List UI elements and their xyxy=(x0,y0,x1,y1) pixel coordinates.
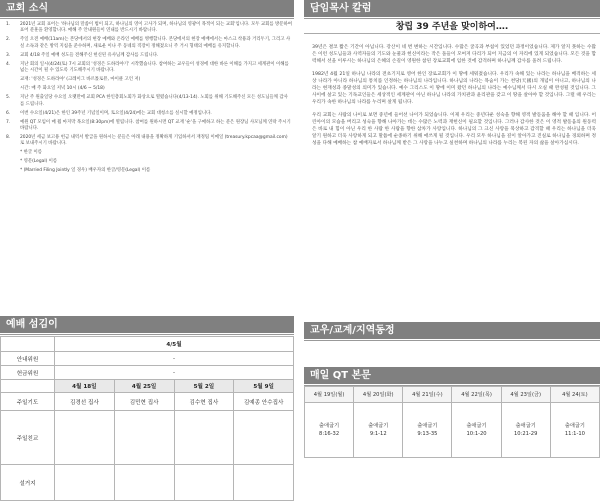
ushers-prayer-cell: 김수현 집사 xyxy=(174,393,234,411)
ushers-prayer-label: 주일기도 xyxy=(1,393,55,411)
ushers-dates-row xyxy=(1,380,294,393)
ushers-table xyxy=(0,336,294,501)
ushers-month-row xyxy=(1,337,294,352)
qt-date: 4월 21일(수) xyxy=(403,387,452,403)
ushers-date: 4월 25일 xyxy=(114,380,174,393)
qt-verses: 10:1-20 xyxy=(466,431,487,437)
qt-reading xyxy=(501,403,550,458)
notice-text: 이번 수요일(4/21)은 한인 39주년 기념일이며, 토요일(4/24)에는 교회 대청소를 실시할 예정입니다. xyxy=(20,110,212,116)
notices-header xyxy=(0,0,294,17)
notice-number: 8. xyxy=(6,135,11,141)
ushers-meal-row xyxy=(1,411,294,465)
ushers-date: 5월 2일 xyxy=(174,380,234,393)
ushers-meal-cell xyxy=(234,411,294,465)
qt-dates-row xyxy=(305,387,600,403)
ushers-dishes-label: 설거지 xyxy=(1,465,55,501)
notice-item xyxy=(6,120,292,133)
notice-text: 교회 4/18 주일 예배 성도들 전해주신 헌신된 유사님께 감사를 드립니다. xyxy=(20,52,159,58)
ushers-offering-row xyxy=(1,366,294,380)
qt-book: 출애굽기 xyxy=(319,423,340,429)
notice-text: 주일 오전 예배(11am)는 본당에서의 현장 예배와 온라인 예배를 병행합니다. 본당에서의 현장 예배에서는 마스크 착용과 거리두기, 그리고 사실 소독과 같은 방역 지침을 준수하며, 새로운 이나 주 동네의 직장이 정해졌으니 주 거시 형태의 예배를 유지합니다. xyxy=(20,37,291,49)
notice-subitem xyxy=(6,150,292,156)
qt-book: 출애굽기 xyxy=(515,423,536,429)
ushers-month: 4/5월 xyxy=(55,337,294,352)
qt-verses: 9:1-12 xyxy=(369,431,387,437)
ushers-date: 5월 9일 xyxy=(234,380,294,393)
ushers-guide-value: - xyxy=(55,352,294,366)
ushers-dishes-cell xyxy=(55,465,115,501)
column-body xyxy=(312,44,596,153)
ushers-guide-row xyxy=(1,352,294,366)
notice-number: 3. xyxy=(6,52,11,58)
qt-header xyxy=(304,367,600,384)
news-header xyxy=(304,322,600,339)
ushers-dishes-row xyxy=(1,465,294,501)
notice-subitem xyxy=(6,77,292,83)
column-title-rule xyxy=(304,33,600,34)
qt-verses: 11:1-10 xyxy=(564,431,585,437)
qt-reading xyxy=(452,403,501,458)
notice-text: * 영문(Legal) 이름 xyxy=(20,159,58,165)
column-header-label: 담임목사 칼럼 xyxy=(310,3,372,14)
ushers-date: 4월 18일 xyxy=(55,380,115,393)
ushers-dates-corner xyxy=(1,380,55,393)
qt-reading xyxy=(305,403,354,458)
qt-reading xyxy=(403,403,452,458)
ushers-offering-label: 헌금위원 xyxy=(1,366,55,380)
qt-book: 출애굽기 xyxy=(466,423,487,429)
notice-number: 2. xyxy=(6,37,11,43)
ushers-offering-value: - xyxy=(55,366,294,380)
qt-date: 4월 19일(월) xyxy=(305,387,354,403)
notice-number: 5. xyxy=(6,95,11,101)
column-title: 창립 39 주년을 맞이하여…. xyxy=(395,22,509,32)
column-header xyxy=(304,0,600,17)
notice-item xyxy=(6,95,292,108)
notice-text: 교재: '성경은 도하라야' (크레이그 바르톨로뮤, 마이클 고언 저) xyxy=(20,77,141,83)
column-paragraph: 39년은 결코 짧은 기간이 아닙니다. 강산이 네 번 변하는 시간입니다. 수많은 굴곡과 부침이 있었던 과정이었습니다. 제가 알지 못하는 수많은 이런 성도님들과 사역자들의 기도와 눈물과 헌신이라는 작은 돌들이 모여져 다리가 되어 지금의 이 자리에 있게 되었습니다. 모든 것을 합력해서 선을 이루시는 하나님의 은혜의 손길이 영원한 참된 장로교회에 임한 것에 감격하며 하나님께 감사를 올려 드립니다. xyxy=(312,45,596,64)
news-header-label: 교우/교계/지역동정 xyxy=(310,325,395,336)
notice-item xyxy=(6,53,292,59)
notice-text: 시간: 매 주 화요일 저녁 10시 (4/6 ~ 5/18) xyxy=(20,86,105,92)
notice-number: 6. xyxy=(6,110,11,116)
notice-text: * (Married Filing Jointly 일 경우) 배우자의 한글/영문(Legal) 이름 xyxy=(20,168,151,174)
ushers-prayer-cell: 김예종 안수집사 xyxy=(234,393,294,411)
notices-list xyxy=(6,22,292,177)
notice-subitem xyxy=(6,86,292,92)
notice-number: 1. xyxy=(6,22,11,27)
notice-subitem xyxy=(6,159,292,165)
qt-book: 출애굽기 xyxy=(417,423,438,429)
ushers-prayer-cell: 김민현 집사 xyxy=(114,393,174,411)
ushers-guide-label: 안내위원 xyxy=(1,352,55,366)
ushers-dishes-cell xyxy=(234,465,294,501)
notice-item xyxy=(6,111,292,117)
notice-text: * 한글 이름 xyxy=(20,150,42,156)
qt-date: 4월 23일(금) xyxy=(501,387,550,403)
ushers-header-label: 예배 섬김이 xyxy=(6,319,58,330)
qt-reading xyxy=(550,403,599,458)
qt-table xyxy=(304,386,600,458)
ushers-header xyxy=(0,316,294,333)
qt-reading xyxy=(354,403,403,458)
ushers-meal-cell xyxy=(174,411,234,465)
qt-verses: 9:13-35 xyxy=(417,431,438,437)
ushers-dishes-cell xyxy=(174,465,234,501)
notices-header-label: 교회 소식 xyxy=(6,3,49,14)
notice-text: 예원 QT 모임이 매 월 마지막 목요일(8:30pm)에 열립니다. 참여를 원하시면 QT 교재 '순'을 구매하고 하는 분은 원장님 사모님께 연락 주시기 바랍니다. xyxy=(20,119,291,132)
notice-text: 2021년 교회 표어는 '하나님의 말씀이 법이 되고, 하나님의 영이 고사가 되며, 하나님의 영광이 목적이 되는 교회'입니다. 모두 교회를 방문하여 표어 분훈을 환영합니다. 매해 주 안내원들이 연내를 반드시기 바랍니다. xyxy=(20,22,292,34)
notice-text: 지난 회의 일시(4/24(토) 7시 교회의 '성경은 도하라야기' 시작했습니다. 참여하는 교우들이 성경에 대한 바른 이해를 가지고 세계관이 이해를 넓는 시간이 될 수 있도록 기도해주시기 바랍니다. xyxy=(20,61,289,74)
ushers-dishes-cell xyxy=(114,465,174,501)
column-paragraph: 1982년 4월 21일 하나님 나라의 전초기지로 영어 한인 장로교회가 이 땅에 세워졌습니다. 우리가 속해 있는 나라는 하나님을 배격하는 세상 나라가 아니라 하나님의 통치를 인정하는 하나님의 나라입니다. 하나님의 나라는 목숨이 가는 천당(天國)의 개념이 아니고, 하나님의 나라는 현재성과 종말성의 의미가 있습니다. 예수 그리스도 이 땅에 이미 왔던 하나님의 나라는 예수님께서 다시 오실 때 완성될 것입니다. 그 사이에 살고 있는 기독교인들은 세상적인 세계관이 아닌 하나님 나라의 가치관과 윤리관을 갖고 이 땅을 살아야 할 것입니다. 그럴 때 우리는 우리가 속한 하나님의 나라를 누리며 살게 됩니다. xyxy=(312,72,596,105)
column-paragraph: 우리 교회는 사람의 나이로 보면 중년에 들어선 나이가 되었습니다. 이제 우리는 중년다운 성숙을 향해 영적 발돋움을 해야 할 때 입니다. 어린아이의 모습을 버리고 성숙을 향해 나아가는 데는 수많은 노력과 재헌신이 필요할 것입니다. 그러나 감사한 것은 이 영적 발돋움의 원동력은 바로 내 힘이 아닌 우리 한 사람 한 사람을 향한 삼차가 사랑입니다. 하나님의 그 크신 사랑을 묵상하고 감격할 때 우리는 하나님을 더욱 알기 원하고 더욱 사랑하게 되고 말씀에 순종하기 위해 애쓰게 될 것입니다. 우리 모두 하나님을 깊이 알아가고 진실로 하나님을 경외하며 정성을 다해 예배하는 참 예배자로서 하나님께 받은 그 사랑을 나누고 실천하며 하나님의 나라를 누리는 복된 자의 삶을 살아가십시다. xyxy=(312,113,596,146)
notice-item xyxy=(6,37,292,50)
notice-item xyxy=(6,135,292,148)
header-rule xyxy=(304,340,600,341)
qt-book: 출애굽기 xyxy=(368,423,389,429)
ushers-meal-cell xyxy=(55,411,115,465)
qt-date: 4월 22일(목) xyxy=(452,387,501,403)
notice-number: 4. xyxy=(6,61,11,67)
qt-readings-row xyxy=(305,403,600,458)
qt-book: 출애굽기 xyxy=(564,423,585,429)
ushers-prayer-row xyxy=(1,393,294,411)
ushers-prayer-cell: 김경선 집사 xyxy=(55,393,115,411)
notice-subitem xyxy=(6,168,292,174)
notice-number: 7. xyxy=(6,119,11,125)
qt-date: 4월 20일(화) xyxy=(354,387,403,403)
notice-item xyxy=(6,62,292,75)
qt-verses: 8:16-32 xyxy=(319,431,340,437)
qt-verses: 10:21-29 xyxy=(513,431,538,437)
header-rule xyxy=(0,18,294,19)
qt-date: 4월 24(토) xyxy=(550,387,599,403)
notice-text: 2020년 세금 보고용 헌금 내역서 발급을 원하시는 분들은 아래 내용을 정확하게 기입하셔서 재정팀 이메일 (treasury.kpcaa@gmail.com) 로 보내주시기 바랍니다. xyxy=(20,135,288,147)
ushers-meal-label: 주일친교 xyxy=(1,411,55,465)
qt-header-label: 매일 QT 본문 xyxy=(310,370,371,381)
ushers-corner-cell xyxy=(1,337,55,352)
notice-text: 지난 주 원출일당 수요일 오랫만에 교회 PCA 한인총회노회가 화상으로 열렸습니다(4/13-14). 노회를 위해 기도해주신 모든 성도님들께 감사를 드립니다. xyxy=(20,95,288,107)
header-rule xyxy=(0,334,294,335)
ushers-meal-cell xyxy=(114,411,174,465)
notice-item xyxy=(6,22,292,35)
